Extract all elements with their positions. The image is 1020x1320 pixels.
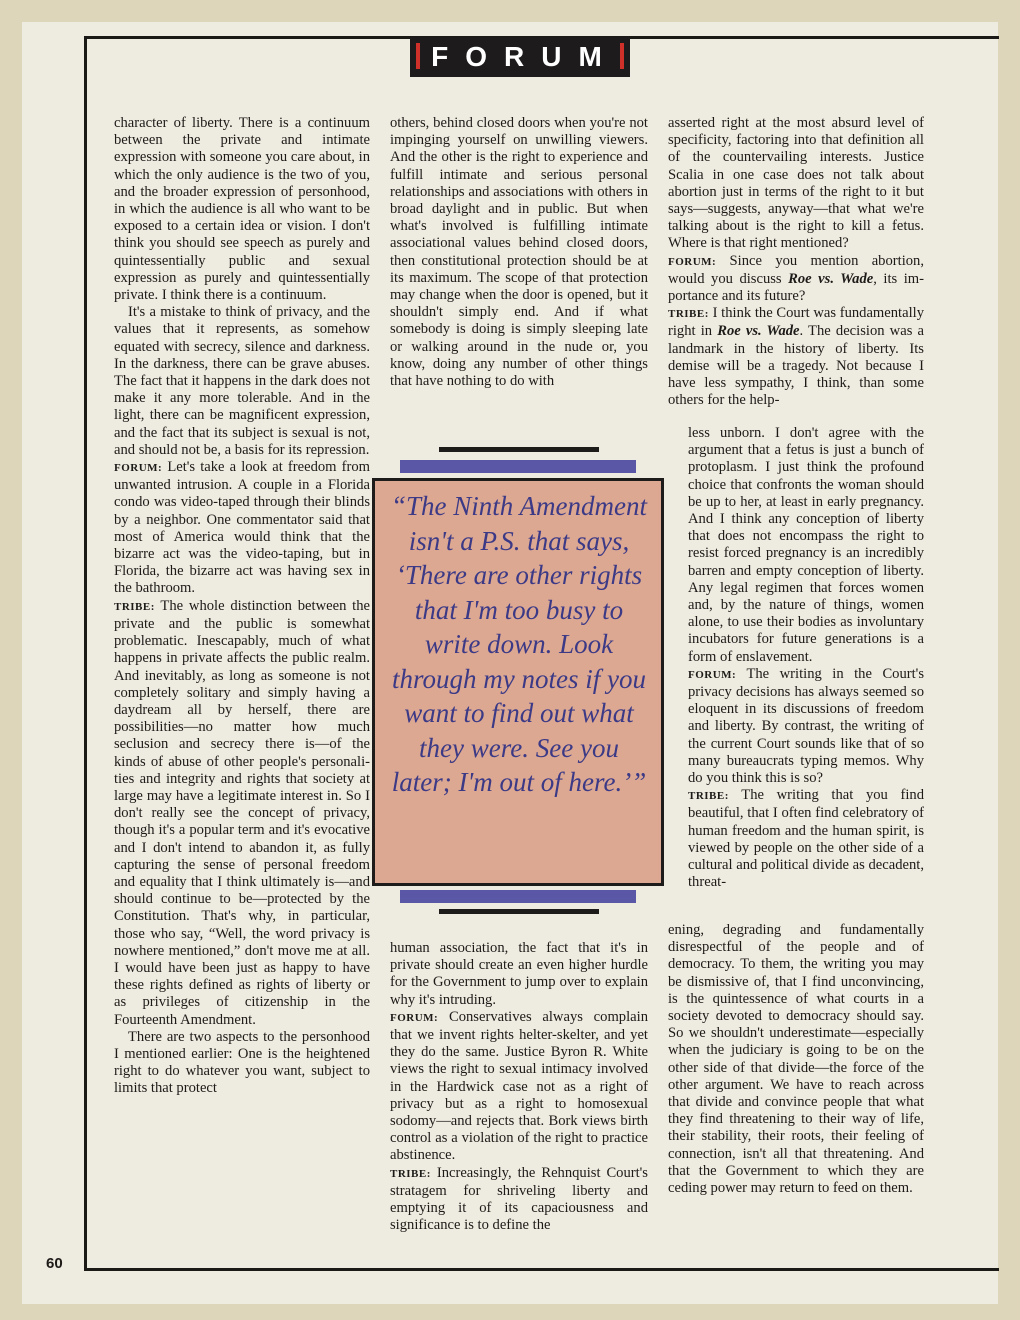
speaker-forum: FORUM: [390, 1011, 439, 1024]
col3-paragraph-1: asserted right at the most absurd level of specificity, factoring into that definition all of the countervailing interests. Justice Scalia in one case does not talk about abortion just in terms of the right to it but says—suggests, anyway—that what we're talking about is the right to kill a fetus. Where is that right mentioned? [668, 115, 924, 252]
col3-paragraph-5-text: The writing in the Court's privacy decisions has always seemed so eloquent in its discussions of freedom and liberty. By contrast, the writing of the current Court sounds like that of so many bureaucrats typing memos. Why do you think this is so? [688, 665, 924, 787]
quote-rule-top-blue [400, 460, 636, 473]
col2-paragraph-4-text: Increasingly, the Rehnquist Court's stratagem for shriveling liberty and emptying it of its capaciousness and significance is to define the [390, 1164, 648, 1234]
column-1 [114, 115, 370, 1098]
quote-rule-bottom-dark [439, 909, 599, 914]
column-3-middle [688, 425, 924, 891]
speaker-tribe: TRIBE: [114, 600, 155, 613]
speaker-tribe: TRIBE: [688, 790, 729, 803]
col1-paragraph-4 [114, 598, 370, 1029]
col1-paragraph-3-text: Let's take a look at freedom from unwanted intrusion. A couple in a Florida condo was video-taped through their blinds by a neighbor. One commentator said that most of America would think that the bizarre act was the video-taping, but in Florida, the bizarre act was having sex in the bathroom. [114, 459, 370, 597]
col2-paragraph-3-text: Conservatives always complain that we invent rights helter-skelter, and yet they do the same. Justice Byron R. White views the right to sexual intimacy involved in the Hardwick case not as a right of privacy but as a right to homosexual sodomy—and rejects that. Bork views birth control as a violation of the right to practice abstinence. [390, 1008, 648, 1164]
col3-paragraph-4: less unborn. I don't agree with the argument that a fetus is just a bunch of protoplasm. I just think the profound choice that confronts the woman should be up to her, at least in early pregnancy. And I think any conception of liberty that does not encompass the right to resist forced pregnancy is an incredibly barren and empty conception of liberty. Any legal regimen that forces women and, by the nature of things, women alone, to use their bodies as involuntary incubators for future generations is a form of enslavement. [688, 425, 924, 665]
col1-paragraph-4-text: The whole distinction between the private and the public is somewhat problematic. Inescapably, much of what happens in private affects the public realm. And inevitably, as long as someone is not completely solitary and simply having a daydream all by herself, there are possibilities—no matter how much seclusion and secrecy there is—of the kinds of abuse of other people's personalities and integrity and rights that society at large may have a legitimate interest in. So I don't really see the concept of privacy, though it's a popular term and it's evocative and I don't intend to abandon it, as fully capturing the sense of personal freedom and equality that I think ultimately is—and should continue to be—protected by the Constitution. That's why, in particular, those who say, “Well, the word privacy is nowhere mentioned,” don't move me at all. I would have been just as happy to have these rights defined as rights of liberty or as privileges of citizenship in the Fourteenth Amendment. [114, 597, 370, 1028]
col3-paragraph-6 [688, 787, 924, 891]
frame-left-rule [84, 36, 87, 1271]
speaker-tribe: TRIBE: [668, 308, 709, 321]
col3-paragraph-2-text: Since you mention abortion, would you discuss [668, 252, 924, 287]
col3-paragraph-2-end: , its importance and its future? [668, 270, 925, 305]
quote-rule-top-dark [439, 447, 599, 452]
page-number: 60 [46, 1255, 63, 1272]
case-name-roe-v-wade: Roe vs. Wade [717, 323, 800, 340]
pull-quote-text: “The Ninth Amendment isn't a P.S. that says, ‘There are other rights that I'm too busy to write down. Look through my notes if you want to find out what they were. See you later; I'm out of here.’” [391, 491, 647, 797]
speaker-tribe: TRIBE: [390, 1167, 431, 1180]
col3-paragraph-3 [668, 305, 924, 409]
col3-paragraph-3-text: I think the Court was fundamentally right in [668, 305, 924, 340]
speaker-forum: FORUM: [688, 668, 737, 681]
col3-paragraph-3-end: . The decision was a landmark in the history of liberty. Its demise will be a tragedy. Not because I have less sympathy, I think, than some others for the help- [668, 323, 924, 409]
section-banner: FORUM [410, 37, 630, 77]
column-3-bottom [668, 922, 924, 1197]
frame-bottom-rule [84, 1268, 999, 1271]
quote-rule-bottom-blue [400, 890, 636, 903]
col2-paragraph-1: others, behind closed doors when you're not impinging yourself on unwilling viewers. And the other is the right to experience and fulfill intimate and serious personal relationships and associations with others in broad daylight and in public. But when what's involved is fulfilling intimate associational values behind closed doors, then constitutional protection should be at its maximum. The scope of that protection may change when the door is opened, but it shouldn't simply end. And if what somebody is doing is simply sleeping late or walking around in the nude or, you know, doing any number of other things that have nothing to do with [390, 115, 648, 390]
col3-paragraph-6-text: The writing that you find beautiful, that I often find celebratory of human freedom and the human spirit, is viewed by people on the other side of a cultural and political divide as decadent, threat- [688, 787, 924, 891]
pull-quote-box [372, 478, 664, 886]
col1-paragraph-1: character of liberty. There is a continuum between the private and intimate expression with someone you care about, in which the only audience is the two of you, and the broader expression of personhood, in which the audience is all who want to be exposed to a certain idea or vision. I don't think you should see speech as purely and quintessentially public and sexual expression as purely and quintessentially private. I think there is a continuum. [114, 115, 370, 304]
column-3-top [668, 115, 924, 409]
column-2-top [390, 115, 648, 390]
speaker-forum: FORUM: [668, 255, 717, 268]
col3-paragraph-7: ening, degrading and fundamentally disrespectful of the people and of democracy. To them, the writing you may be dismissive of, that I find unconvincing, is the quintessence of what courts in a society devoted to democracy should say. So we shouldn't underestimate—especially when the judiciary is going to be on the other side of that divide—the force of the other argument. We have to reach across that divide and convince people that what they find threatening to their way of life, their stability, their roots, their feeling of connection, isn't all that threatening. And that the Government to which they are ceding power may return to feed on them. [668, 922, 924, 1197]
col1-paragraph-5: There are two aspects to the personhood I mentioned earlier: One is the heightened right to do whatever you want, subject to limits that protect [114, 1028, 370, 1097]
col3-paragraph-2 [668, 253, 924, 306]
col1-paragraph-2: It's a mistake to think of privacy, and the values that it represents, as somehow equated with secrecy, silence and darkness. In the darkness, there can be grave abuses. The fact that it happens in the dark does not make it any more tolerable. And in the light, there can be magnificent expression, and the fact that its subject is sexual is not, and should not be, a basis for its repression. [114, 304, 370, 458]
case-name-roe-v-wade: Roe vs. Wade [788, 270, 874, 287]
speaker-forum: FORUM: [114, 462, 163, 475]
column-2-bottom [390, 940, 648, 1234]
col2-paragraph-4 [390, 1165, 648, 1235]
col3-paragraph-5 [688, 666, 924, 787]
col1-paragraph-3 [114, 459, 370, 598]
col2-paragraph-3 [390, 1009, 648, 1165]
col2-paragraph-2: human association, the fact that it's in private should create an even higher hurdle for the Government to jump over to explain why it's intruding. [390, 940, 648, 1008]
